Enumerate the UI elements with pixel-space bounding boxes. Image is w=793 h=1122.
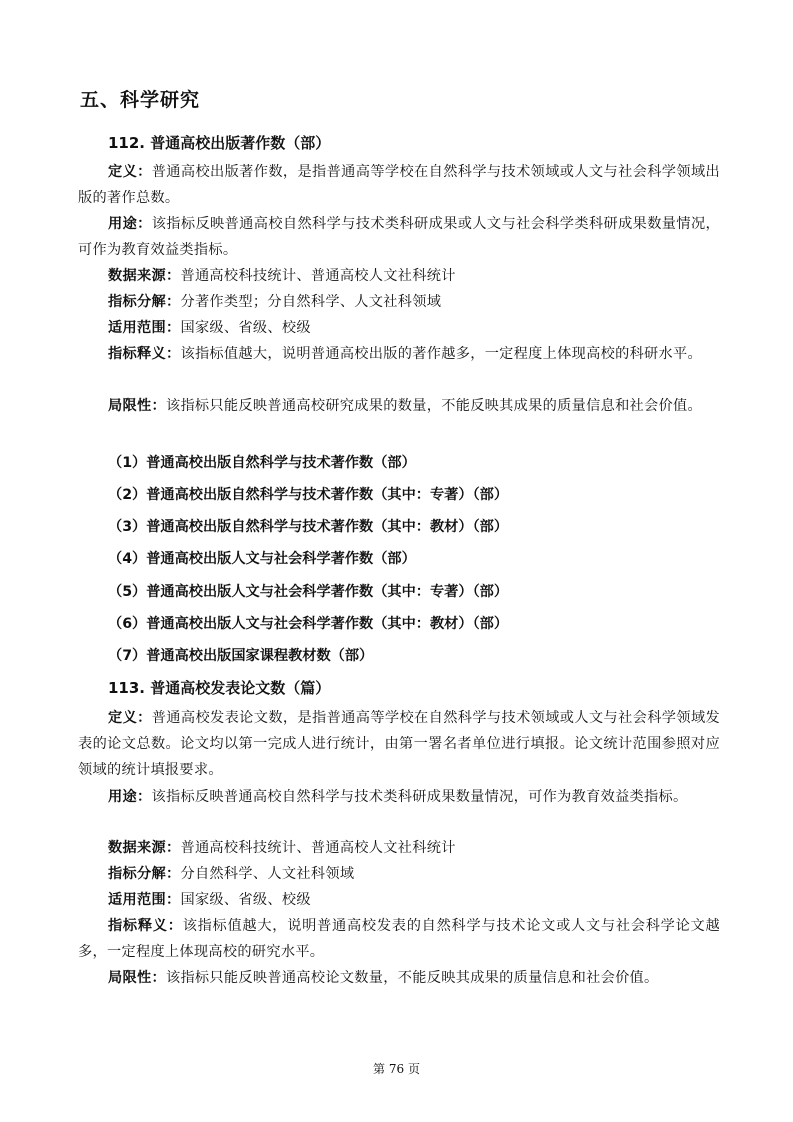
scope-label: 适用范围： <box>108 892 181 908</box>
scope-text: 国家级、省级、校级 <box>180 320 311 336</box>
sub-item: （3）普通高校出版自然科学与技术著作数（其中：教材）（部） <box>108 519 509 535</box>
usage-label: 用途： <box>108 789 152 805</box>
usage-paragraph <box>78 211 720 263</box>
scope-paragraph <box>78 315 720 341</box>
breakdown-text: 分著作类型；分自然科学、人文社科领域 <box>180 294 442 310</box>
limitation-text: 该指标只能反映普通高校研究成果的数量，不能反映其成果的质量信息和社会价值。 <box>165 398 702 414</box>
limitation-text: 该指标只能反映普通高校论文数量，不能反映其成果的质量信息和社会价值。 <box>165 970 659 986</box>
breakdown-paragraph <box>78 289 720 315</box>
interpretation-paragraph <box>78 913 720 965</box>
scope-paragraph <box>78 887 720 913</box>
definition-label: 定义： <box>108 710 152 726</box>
source-paragraph <box>78 835 720 861</box>
source-label: 数据来源： <box>108 268 181 284</box>
scope-label: 适用范围： <box>108 320 181 336</box>
definition-text: 普通高校发表论文数，是指普通高等学校在自然科学与技术领域或人文与社会科学领域发表的论文总数。论文均以第一完成人进行统计，由第一署名者单位进行填报。论文统计范围参照对应领域的统计填报要求。 <box>78 710 721 778</box>
usage-text: 该指标反映普通高校自然科学与技术类科研成果数量情况，可作为教育效益类指标。 <box>151 789 688 805</box>
sub-item: （5）普通高校出版人文与社会科学著作数（其中：专著）（部） <box>108 584 509 600</box>
definition-paragraph <box>78 705 720 783</box>
limitation-label: 局限性： <box>108 398 166 414</box>
interpretation-label: 指标释义： <box>108 918 183 934</box>
breakdown-label: 指标分解： <box>108 866 181 882</box>
sub-item: （2）普通高校出版自然科学与技术著作数（其中：专著）（部） <box>108 487 509 503</box>
definition-paragraph <box>78 159 720 211</box>
limitation-paragraph <box>78 965 720 991</box>
definition-label: 定义： <box>108 164 152 180</box>
breakdown-paragraph <box>78 861 720 887</box>
section-title: 五、科学研究 <box>80 89 201 111</box>
source-text: 普通高校科技统计、普通高校人文社科统计 <box>180 840 456 856</box>
source-text: 普通高校科技统计、普通高校人文社科统计 <box>180 268 456 284</box>
indicator-heading: 112. 普通高校出版著作数（部） <box>108 134 331 152</box>
sub-item: （7）普通高校出版国家课程教材数（部） <box>108 648 374 664</box>
interpretation-text: 该指标值越大，说明普通高校出版的著作越多，一定程度上体现高校的科研水平。 <box>180 346 703 362</box>
breakdown-text: 分自然科学、人文社科领域 <box>180 866 355 882</box>
scope-text: 国家级、省级、校级 <box>180 892 311 908</box>
source-label: 数据来源： <box>108 840 181 856</box>
interpretation-text: 该指标值越大，说明普通高校发表的自然科学与技术论文或人文与社会科学论文越多，一定程度上体现高校的研究水平。 <box>78 918 720 960</box>
breakdown-label: 指标分解： <box>108 294 181 310</box>
indicator-heading: 113. 普通高校发表论文数（篇） <box>108 679 331 697</box>
limitation-label: 局限性： <box>108 970 166 986</box>
sub-item: （6）普通高校出版人文与社会科学著作数（其中：教材）（部） <box>108 616 509 632</box>
source-paragraph <box>78 263 720 289</box>
sub-item: （1）普通高校出版自然科学与技术著作数（部） <box>108 455 416 471</box>
interpretation-label: 指标释义： <box>108 346 181 362</box>
usage-label: 用途： <box>108 216 152 232</box>
sub-item: （4）普通高校出版人文与社会科学著作数（部） <box>108 551 416 567</box>
usage-text: 该指标反映普通高校自然科学与技术类科研成果或人文与社会科学类科研成果数量情况，可作为教育效益类指标。 <box>78 216 721 258</box>
interpretation-paragraph <box>78 341 720 367</box>
usage-paragraph <box>78 784 720 810</box>
limitation-paragraph <box>78 393 720 419</box>
definition-text: 普通高校出版著作数，是指普通高等学校在自然科学与技术领域或人文与社会科学领域出版的著作总数。 <box>78 164 721 206</box>
page-number: 第 76 页 <box>373 1062 420 1076</box>
